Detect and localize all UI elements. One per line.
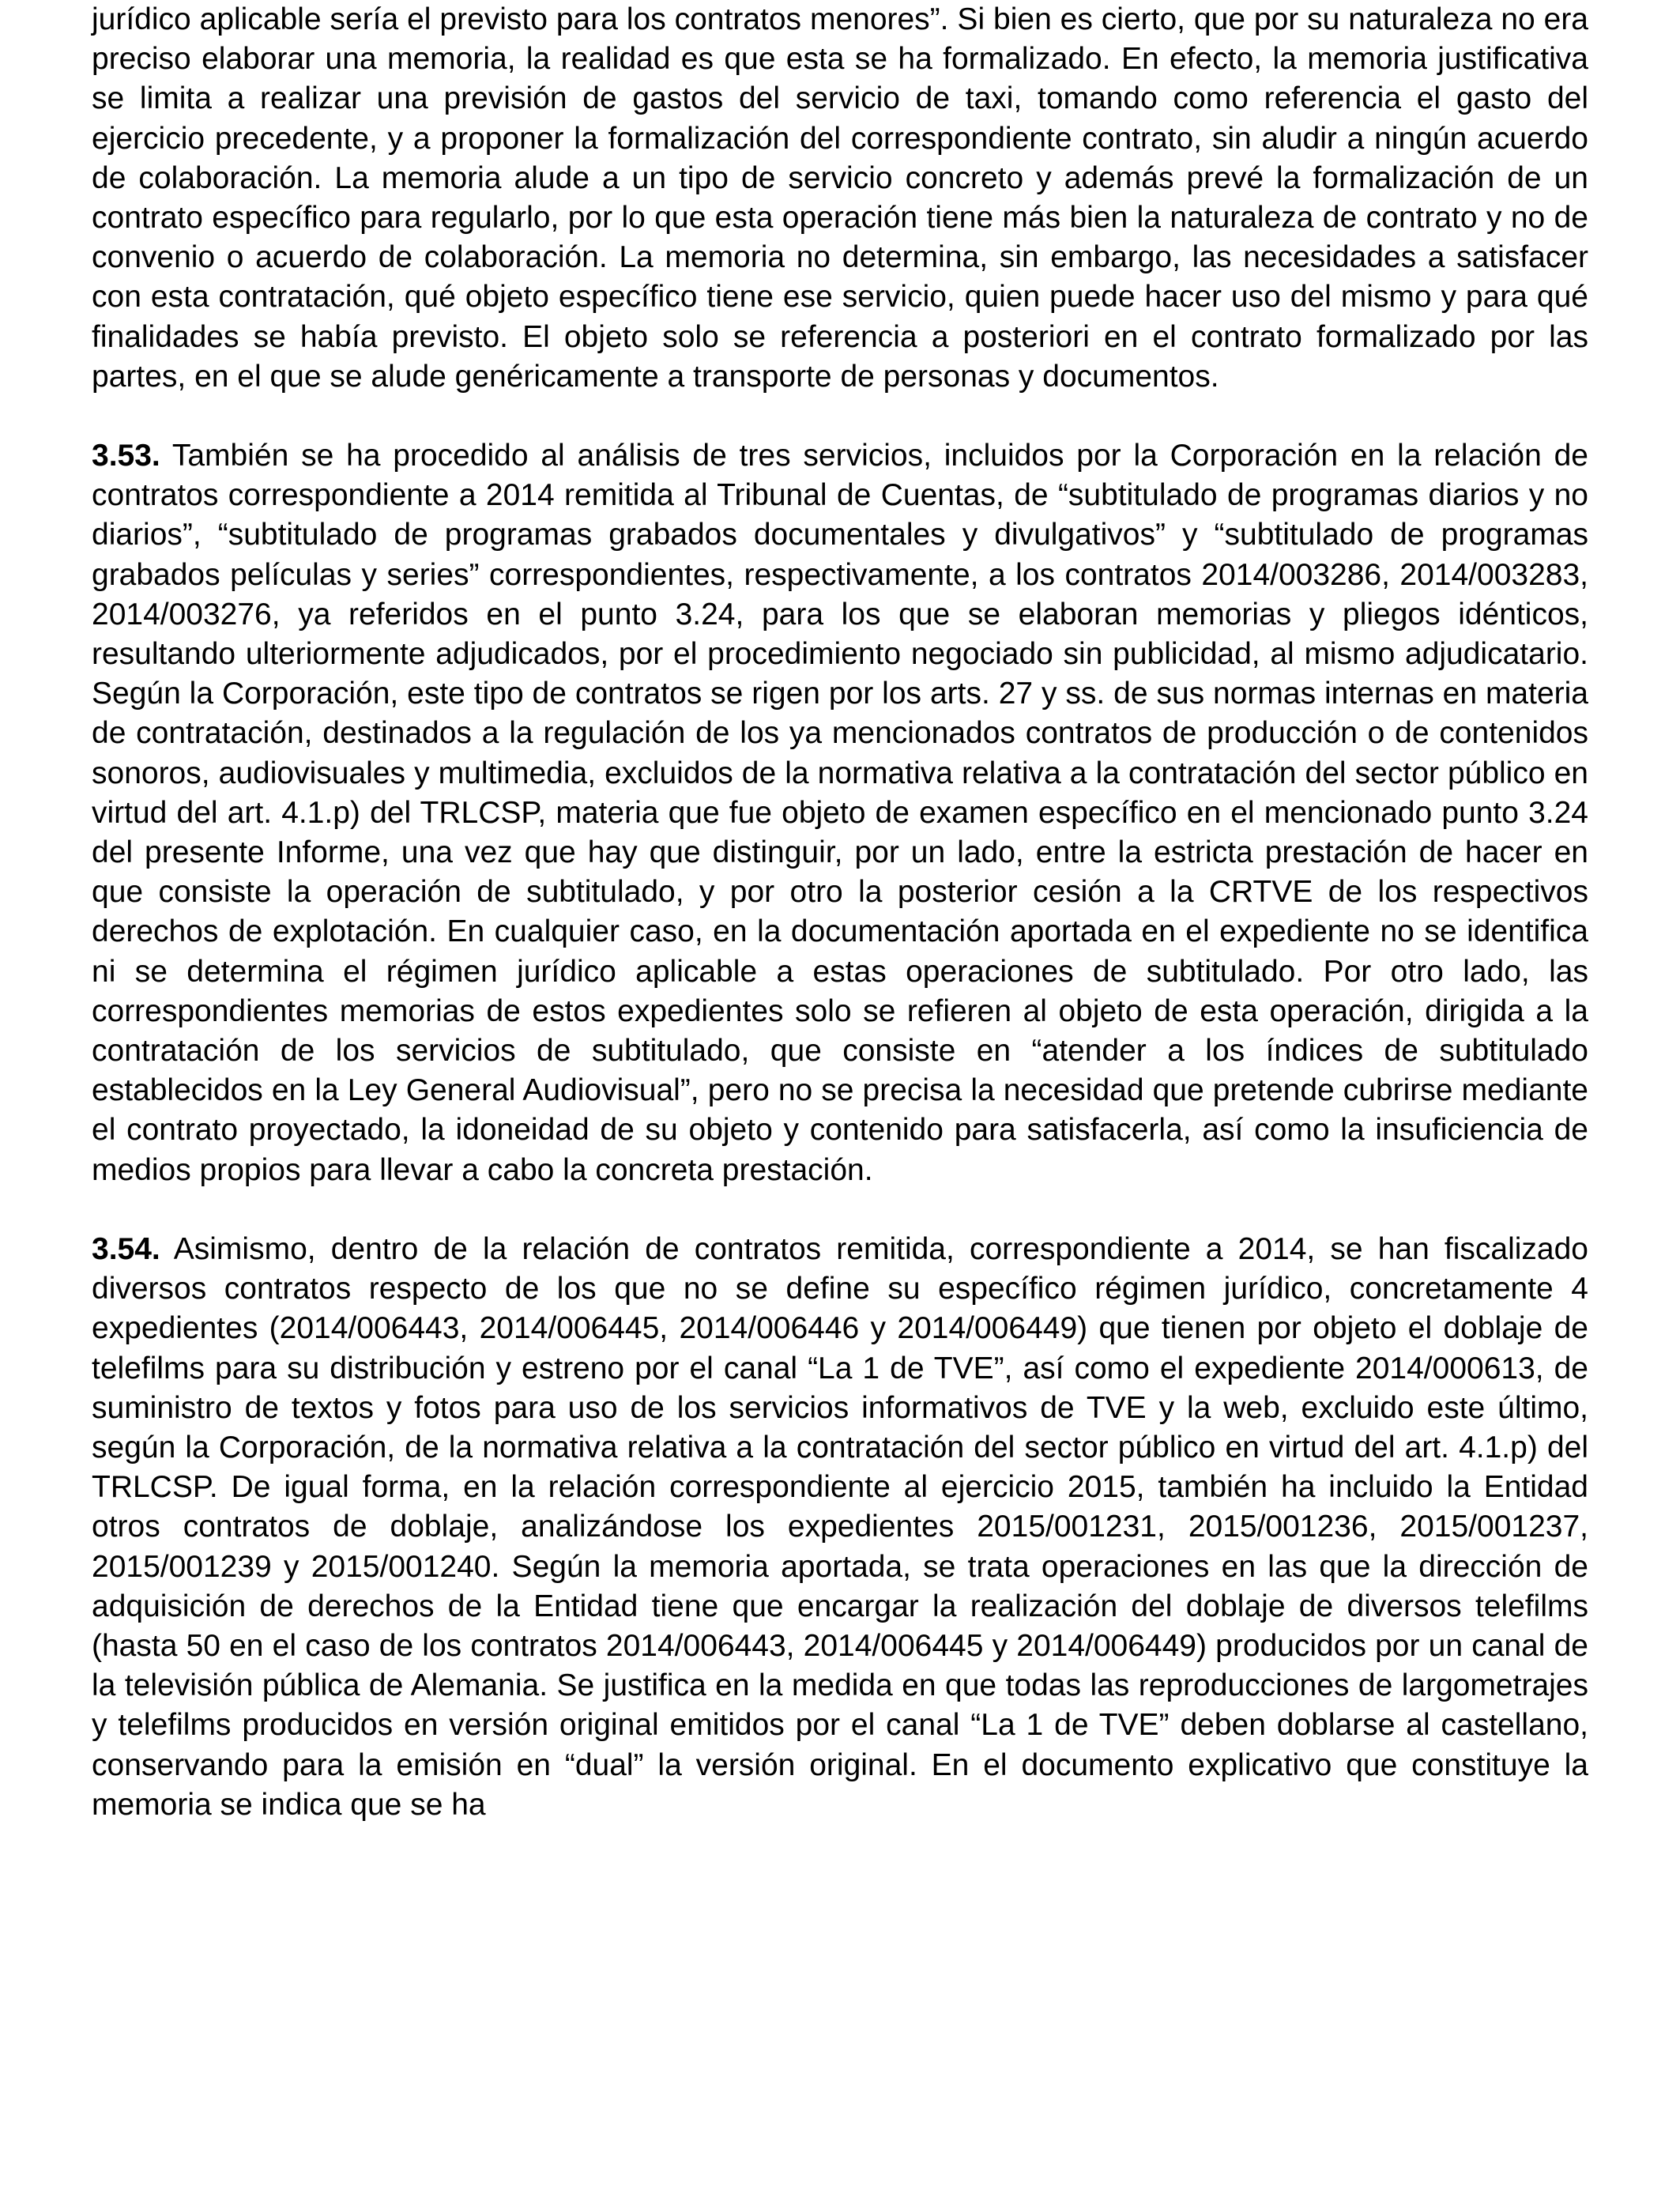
paragraph-text: También se ha procedido al análisis de tres servicios, incluidos por la Corporación en la relación de contratos correspondiente a 2014 remitida al Tribunal de Cuentas, de “subtitulado de programas diarios y no diarios”, “subtitulado de programas grabados documentales y divulgativos” y “subtitulado de programas grabados películas y series” correspondientes, respectivamente, a los contratos 2014/003286, 2014/003283, 2014/003276, ya referidos en el punto 3.24, para los que se elaboran memorias y pliegos idénticos, resultando ulteriormente adjudicados, por el procedimiento negociado sin publicidad, al mismo adjudicatario. Según la Corporación, este tipo de contratos se rigen por los arts. 27 y ss. de sus normas internas en materia de contratación, destinados a la regulación de los ya mencionados contratos de producción o de contenidos sonoros, audiovisuales y multimedia, excluidos de la normativa relativa a la contratación del sector público en virtud del art. 4.1.p) del TRLCSP, materia que fue objeto de examen específico en el mencionado punto 3.24 del presente Informe, una vez que hay que distinguir, por un lado, entre la estricta prestación de hacer en que consiste la operación de subtitulado, y por otro la posterior cesión a la CRTVE de los respectivos derechos de explotación. En cualquier caso, en la documentación aportada en el expediente no se identifica ni se determina el régimen jurídico aplicable a estas operaciones de subtitulado. Por otro lado, las correspondientes memorias de estos expedientes solo se refieren al objeto de esta operación, dirigida a la contratación de los servicios de subtitulado, que consiste en “atender a los índices de subtitulado establecidos en la Ley General Audiovisual”, pero no se precisa la necesidad que pretende cubrirse mediante el contrato proyectado, la idoneidad de su objeto y contenido para satisfacerla, así como la insuficiencia de medios propios para llevar a cabo la concreta prestación.	[92, 439, 1588, 1187]
paragraph-3-53	[92, 436, 1588, 1190]
paragraph-continuation	[92, 0, 1588, 397]
paragraph-text: Asimismo, dentro de la relación de contratos remitida, correspondiente a 2014, se han fiscalizado diversos contratos respecto de los que no se define su específico régimen jurídico, concretamente 4 expedientes (2014/006443, 2014/006445, 2014/006446 y 2014/006449) que tienen por objeto el doblaje de telefilms para su distribución y estreno por el canal “La 1 de TVE”, así como el expediente 2014/000613, de suministro de textos y fotos para uso de los servicios informativos de TVE y la web, excluido este último, según la Corporación, de la normativa relativa a la contratación del sector público en virtud del art. 4.1.p) del TRLCSP. De igual forma, en la relación correspondiente al ejercicio 2015, también ha incluido la Entidad otros contratos de doblaje, analizándose los expedientes 2015/001231, 2015/001236, 2015/001237, 2015/001239 y 2015/001240. Según la memoria aportada, se trata operaciones en las que la dirección de adquisición de derechos de la Entidad tiene que encargar la realización del doblaje de diversos telefilms (hasta 50 en el caso de los contratos 2014/006443, 2014/006445 y 2014/006449) producidos por un canal de la televisión pública de Alemania. Se justifica en la medida en que todas las reproducciones de largometrajes y telefilms producidos en versión original emitidos por el canal “La 1 de TVE” deben doblarse al castellano, conservando para la emisión en “dual” la versión original. En el documento explicativo que constituye la memoria se indica que se ha	[92, 1231, 1588, 1822]
paragraph-number: 3.54.	[92, 1231, 160, 1266]
paragraph-3-54	[92, 1230, 1588, 1825]
paragraph-number: 3.53.	[92, 439, 160, 473]
paragraph-text: jurídico aplicable sería el previsto para los contratos menores”. Si bien es cierto, que por su naturaleza no era preciso elaborar una memoria, la realidad es que esta se ha formalizado. En efecto, la memoria justificativa se limita a realizar una previsión de gastos del servicio de taxi, tomando como referencia el gasto del ejercicio precedente, y a proponer la formalización del correspondiente contrato, sin aludir a ningún acuerdo de colaboración. La memoria alude a un tipo de servicio concreto y además prevé la formalización de un contrato específico para regularlo, por lo que esta operación tiene más bien la naturaleza de contrato y no de convenio o acuerdo de colaboración. La memoria no determina, sin embargo, las necesidades a satisfacer con esta contratación, qué objeto específico tiene ese servicio, quien puede hacer uso del mismo y para qué finalidades se había previsto. El objeto solo se referencia a posteriori en el contrato formalizado por las partes, en el que se alude genéricamente a transporte de personas y documentos.	[92, 2, 1588, 394]
document-body	[92, 0, 1588, 1825]
